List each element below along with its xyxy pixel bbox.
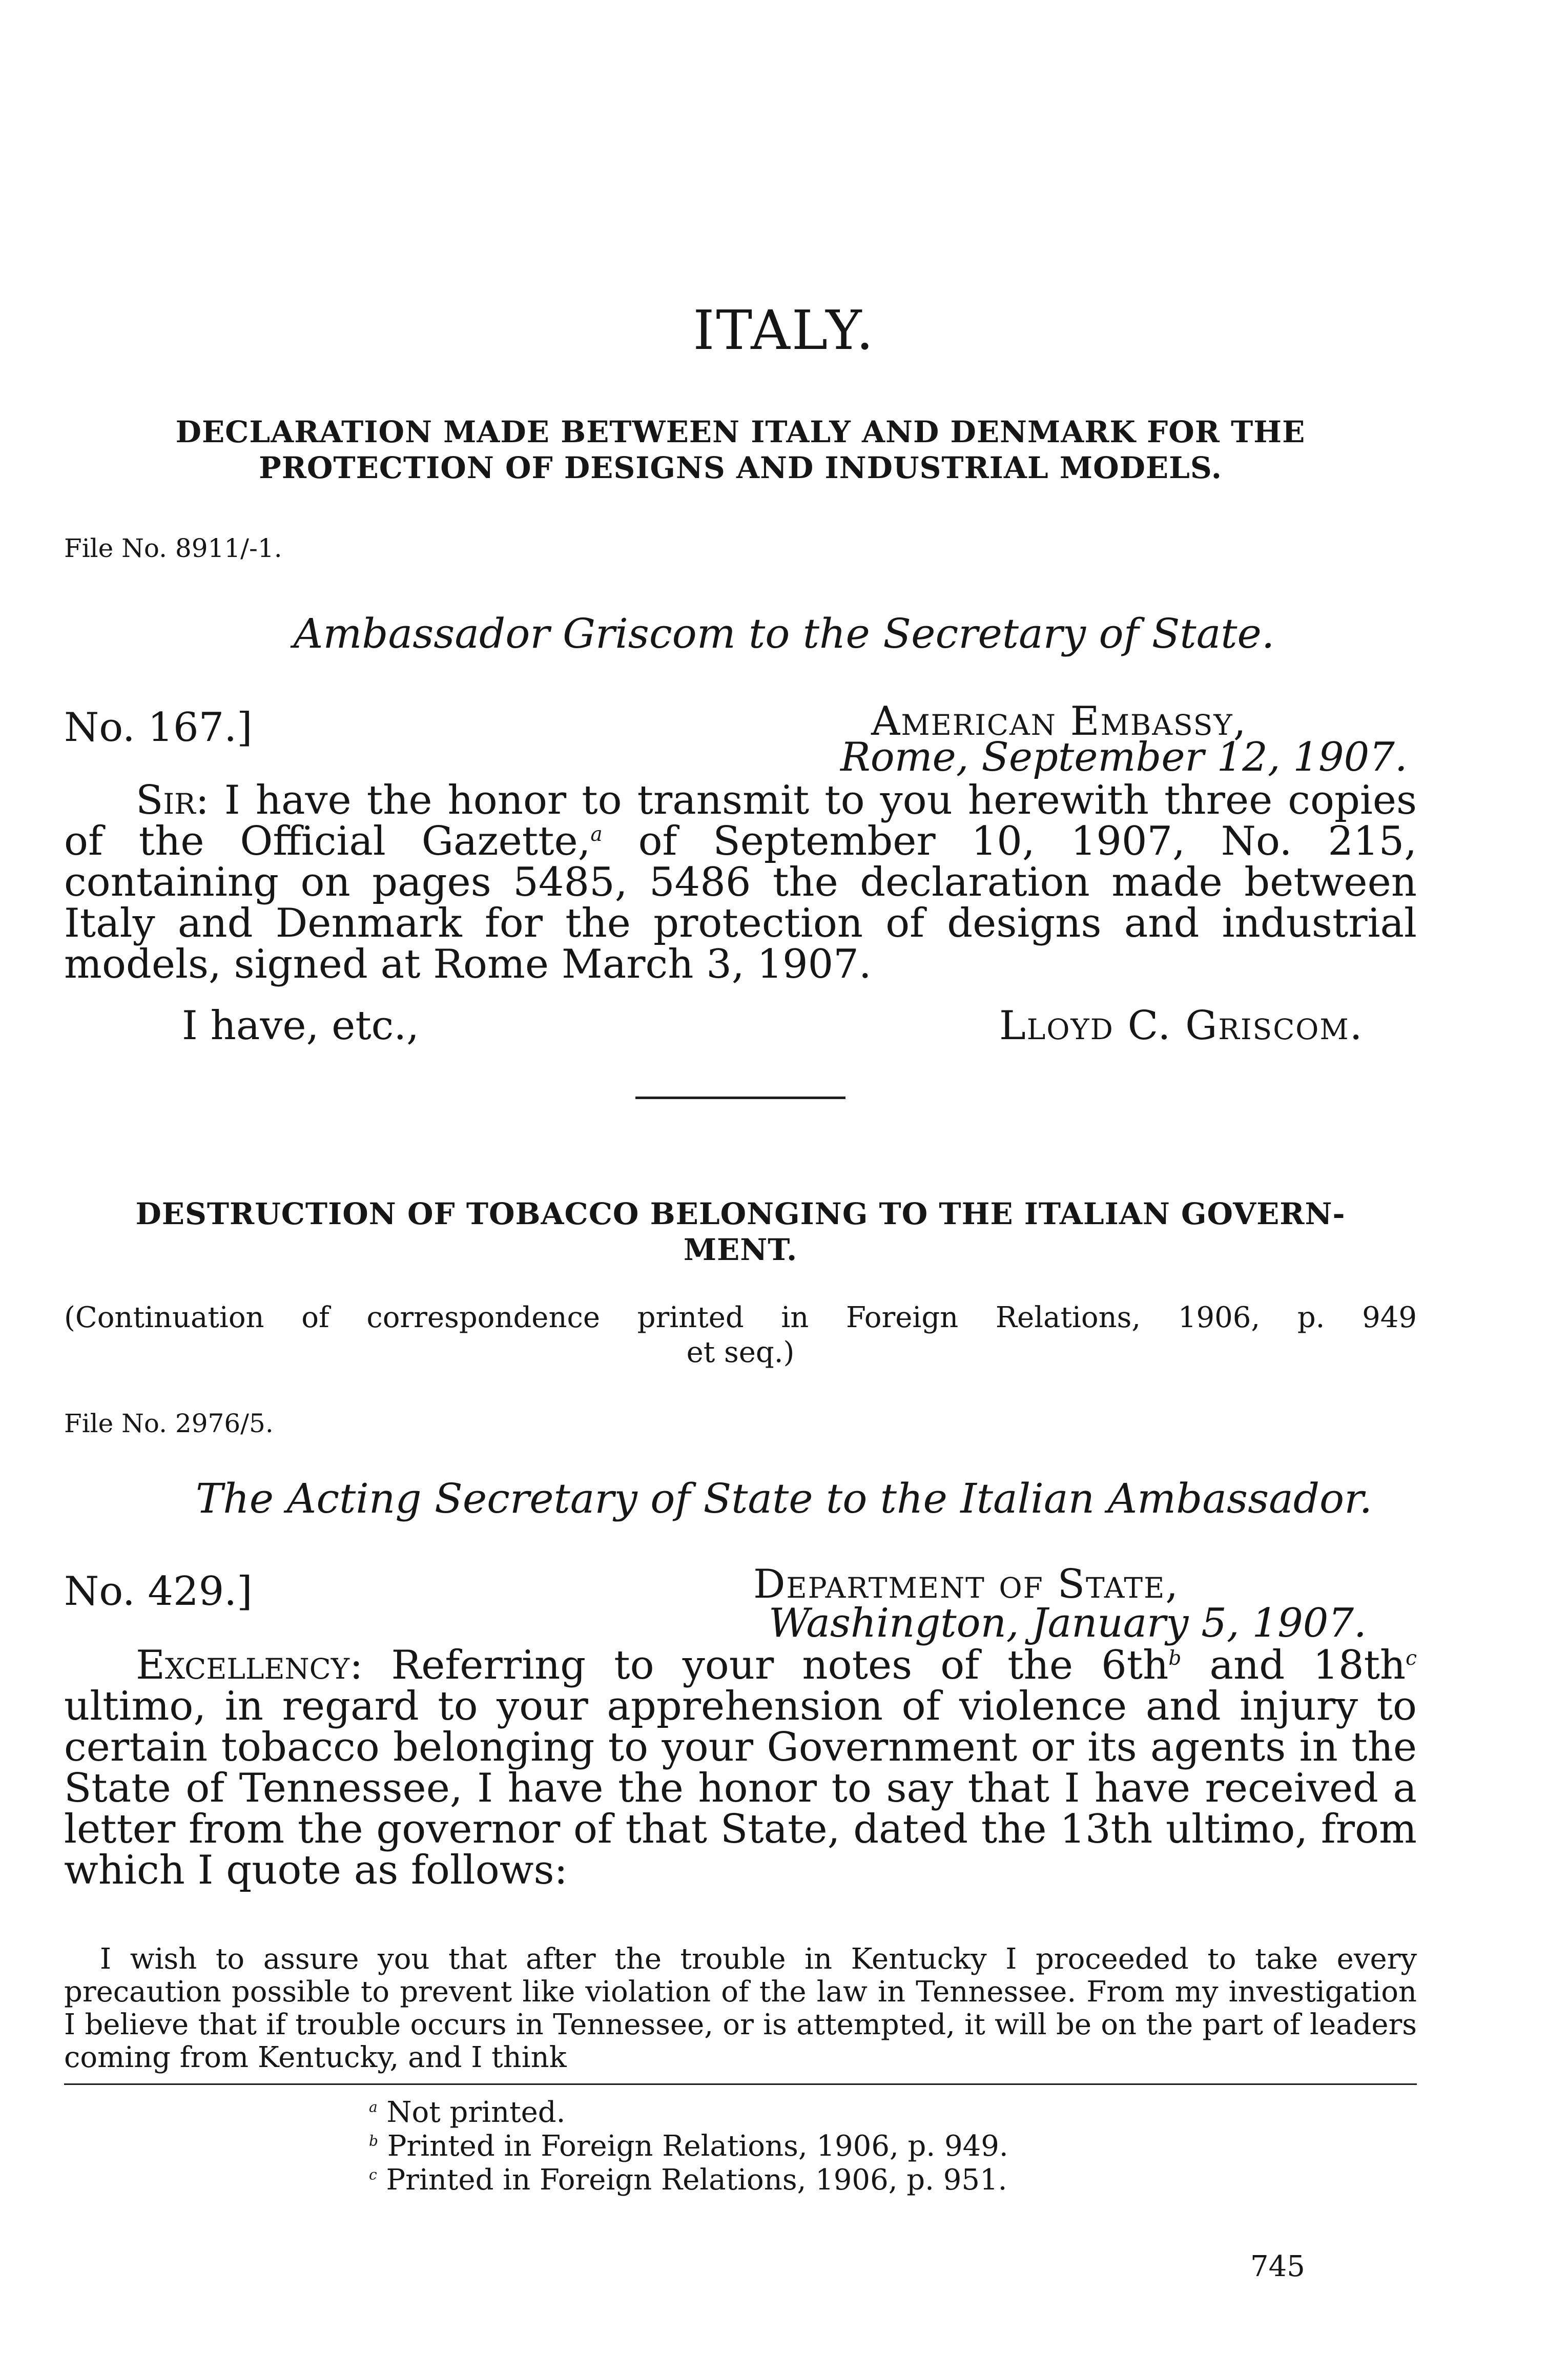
- footnotes: [369, 2096, 1008, 2197]
- letter-body: [64, 777, 1417, 987]
- footnote-mark: c: [369, 2166, 377, 2183]
- footnote-mark: b: [369, 2132, 378, 2150]
- continuation-note-line: et seq.): [686, 1336, 795, 1369]
- section-heading-line: DECLARATION MADE BETWEEN ITALY AND DENMARK FOR THE: [175, 415, 1306, 449]
- page-number: 745: [1250, 2250, 1305, 2283]
- file-number: File No. 8911/-1.: [64, 533, 282, 563]
- body-text: Referring to your notes of the 6th: [391, 1642, 1169, 1688]
- footnote-mark: b: [1168, 1647, 1182, 1670]
- section-heading: [64, 414, 1417, 486]
- footnote-mark: c: [1406, 1647, 1417, 1670]
- body-text: and 18th: [1209, 1642, 1406, 1688]
- letter-subtitle: The Acting Secretary of State to the Italian Ambassador.: [195, 1475, 1373, 1522]
- footnote-text: Not printed.: [386, 2096, 566, 2129]
- footnote-mark: a: [590, 823, 603, 846]
- footnote: [369, 2130, 1008, 2163]
- footnote-mark: a: [369, 2098, 378, 2116]
- section-heading: [64, 1196, 1417, 1268]
- body-text: I have the honor to transmit to you herewith three copies of the Official Gazette,: [64, 777, 1417, 864]
- footnote: [369, 2163, 1008, 2197]
- salutation: Sir:: [136, 777, 209, 823]
- section-divider: [635, 1097, 845, 1099]
- body-text: of September 10, 1907, No. 215, containing on pages 5485, 5486 the declaration made between Italy and Denmark for the protection of designs and industrial models, signed at Rome March 3, 1907.: [64, 818, 1417, 987]
- continuation-note-line: (Continuation of correspondence printed in Foreign Relations, 1906, p. 949: [64, 1301, 1417, 1334]
- footnote: [369, 2096, 1008, 2130]
- quoted-letter: I wish to assure you that after the trouble in Kentucky I proceeded to take every precaution possible to prevent like violation of the law in Tennessee. From my investigation I believe that if trouble occurs in Tennessee, or is attempted, it will be on the part of leaders coming from Kentucky, and I think: [64, 1943, 1417, 2074]
- body-text: ultimo, in regard to your apprehension of violence and injury to certain tobacco belonging to your Government or its agents in the State of Tennessee, I have the honor to say that I have received a letter from the governor of that State, dated the 13th ultimo, from which I quote as follows:: [64, 1683, 1417, 1893]
- signature: Lloyd C. Griscom.: [999, 1003, 1364, 1049]
- dispatch-origin: American Embassy,: [871, 698, 1247, 745]
- footnote-text: Printed in Foreign Relations, 1906, p. 949.: [387, 2130, 1008, 2163]
- dispatch-place-date: Rome, September 12, 1907.: [840, 734, 1408, 780]
- letter-subtitle: Ambassador Griscom to the Secretary of State.: [293, 610, 1275, 657]
- continuation-note: [64, 1300, 1417, 1370]
- section-heading-line: DESTRUCTION OF TOBACCO BELONGING TO THE ITALIAN GOVERN-: [135, 1196, 1346, 1231]
- dispatch-origin: Department of State,: [753, 1561, 1180, 1607]
- salutation: Excellency:: [136, 1642, 363, 1688]
- dispatch-number: No. 429.]: [64, 1568, 253, 1615]
- letter-body: [64, 1642, 1417, 1893]
- dispatch-place-date: Washington, January 5, 1907.: [769, 1600, 1367, 1646]
- dispatch-number: No. 167.]: [64, 705, 253, 751]
- footnote-divider: [64, 2083, 1417, 2085]
- page-title: ITALY.: [693, 299, 875, 362]
- letter-closing: I have, etc.,: [182, 1003, 419, 1049]
- section-heading-line: MENT.: [683, 1232, 798, 1267]
- section-heading-line: PROTECTION OF DESIGNS AND INDUSTRIAL MODELS.: [259, 450, 1222, 485]
- footnote-text: Printed in Foreign Relations, 1906, p. 951.: [386, 2163, 1007, 2197]
- file-number: File No. 2976/5.: [64, 1409, 274, 1438]
